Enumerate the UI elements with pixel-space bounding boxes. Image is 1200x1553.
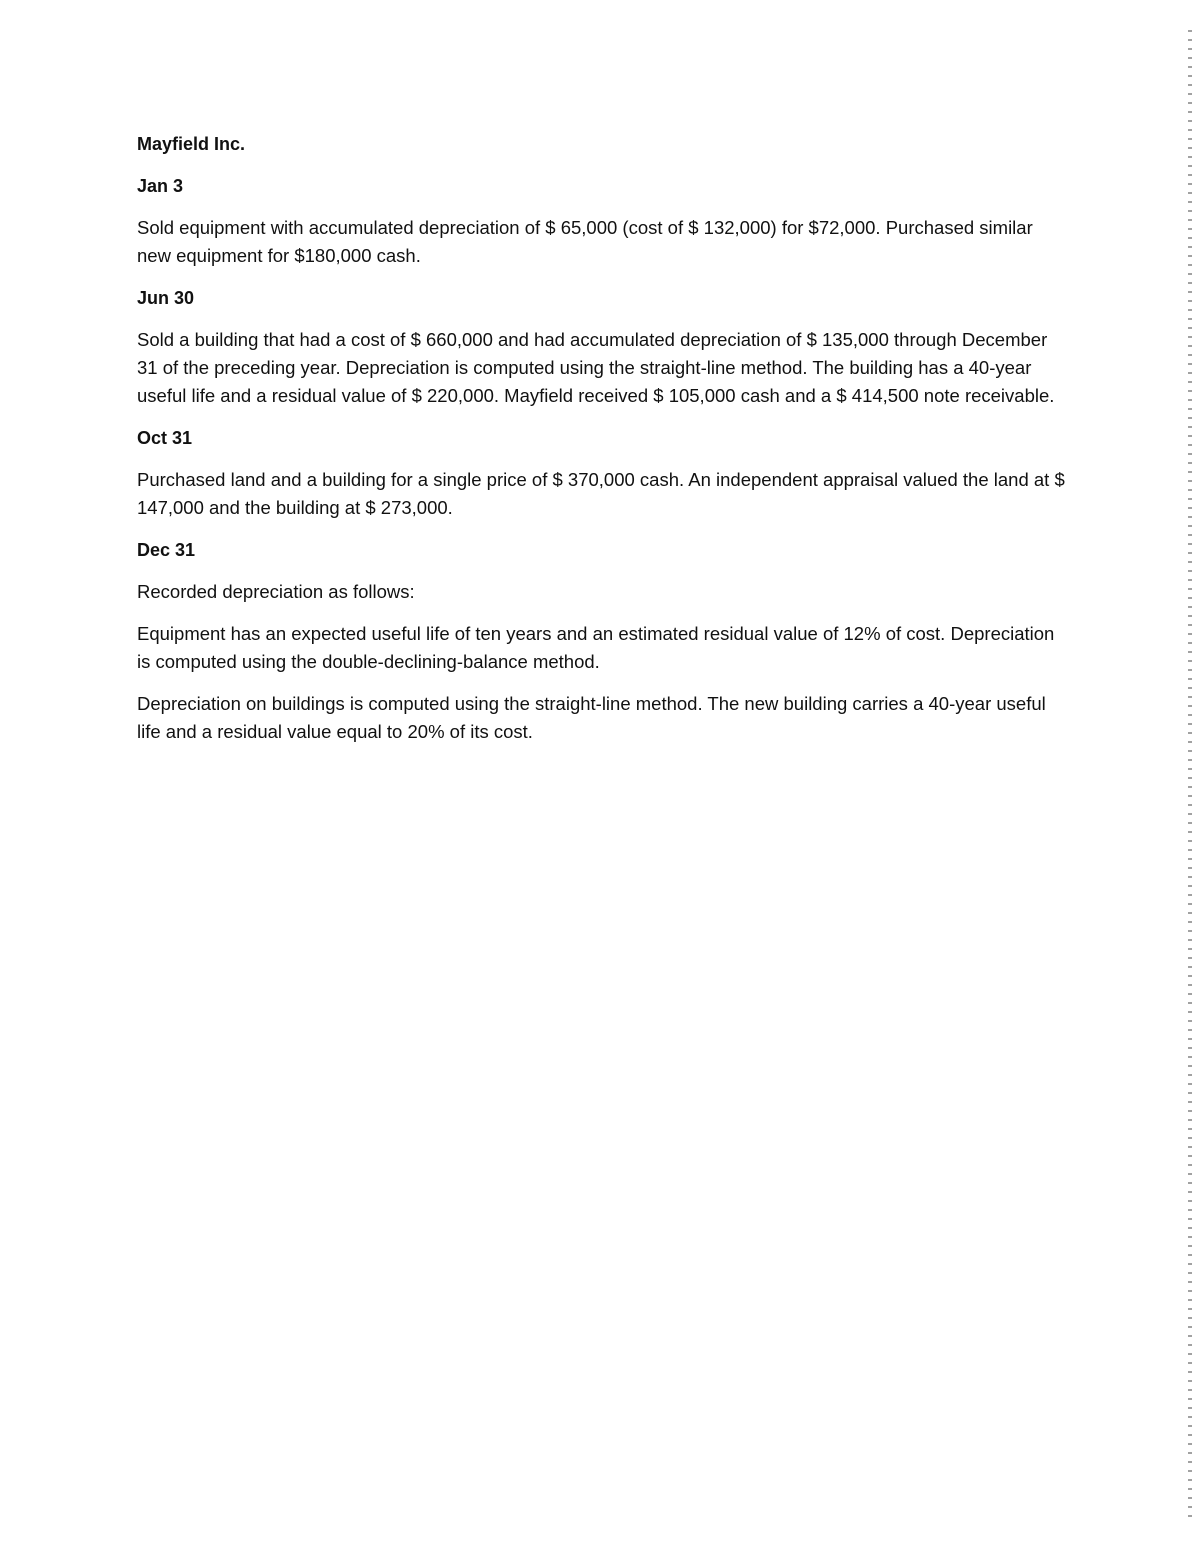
entry-date-jan-3: Jan 3	[137, 176, 184, 196]
entry-text-dec-31-equipment: Equipment has an expected useful life of ten years and an estimated residual value of 12% of cost. Depreciation is computed using the double-declining-balance method.	[137, 623, 1055, 672]
entry-date-oct-31: Oct 31	[137, 428, 193, 448]
entry-text-dec-31-intro: Recorded depreciation as follows:	[137, 581, 415, 602]
entry-text-jan-3: Sold equipment with accumulated depreciation of $ 65,000 (cost of $ 132,000) for $72,000. Purchased similar new equipment for $180,000 cash.	[137, 217, 1033, 266]
scan-edge-artifact	[1188, 30, 1192, 1520]
entry-date-dec-31: Dec 31	[137, 540, 196, 560]
company-name: Mayfield Inc.	[137, 134, 246, 154]
entry-text-dec-31-buildings: Depreciation on buildings is computed using the straight-line method. The new building carries a 40-year useful life and a residual value equal to 20% of its cost.	[137, 693, 1046, 742]
entry-text-jun-30: Sold a building that had a cost of $ 660,000 and had accumulated depreciation of $ 135,000 through December 31 of the preceding year. Depreciation is computed using the straight-line method. The building has a 40-year useful life and a residual value of $ 220,000. Mayfield received $ 105,000 cash and a $ 414,500 note receivable.	[137, 329, 1055, 406]
entry-date-jun-30: Jun 30	[137, 288, 195, 308]
entry-text-oct-31: Purchased land and a building for a single price of $ 370,000 cash. An independent appraisal valued the land at $ 147,000 and the building at $ 273,000.	[137, 469, 1065, 518]
document-content	[137, 130, 1067, 760]
